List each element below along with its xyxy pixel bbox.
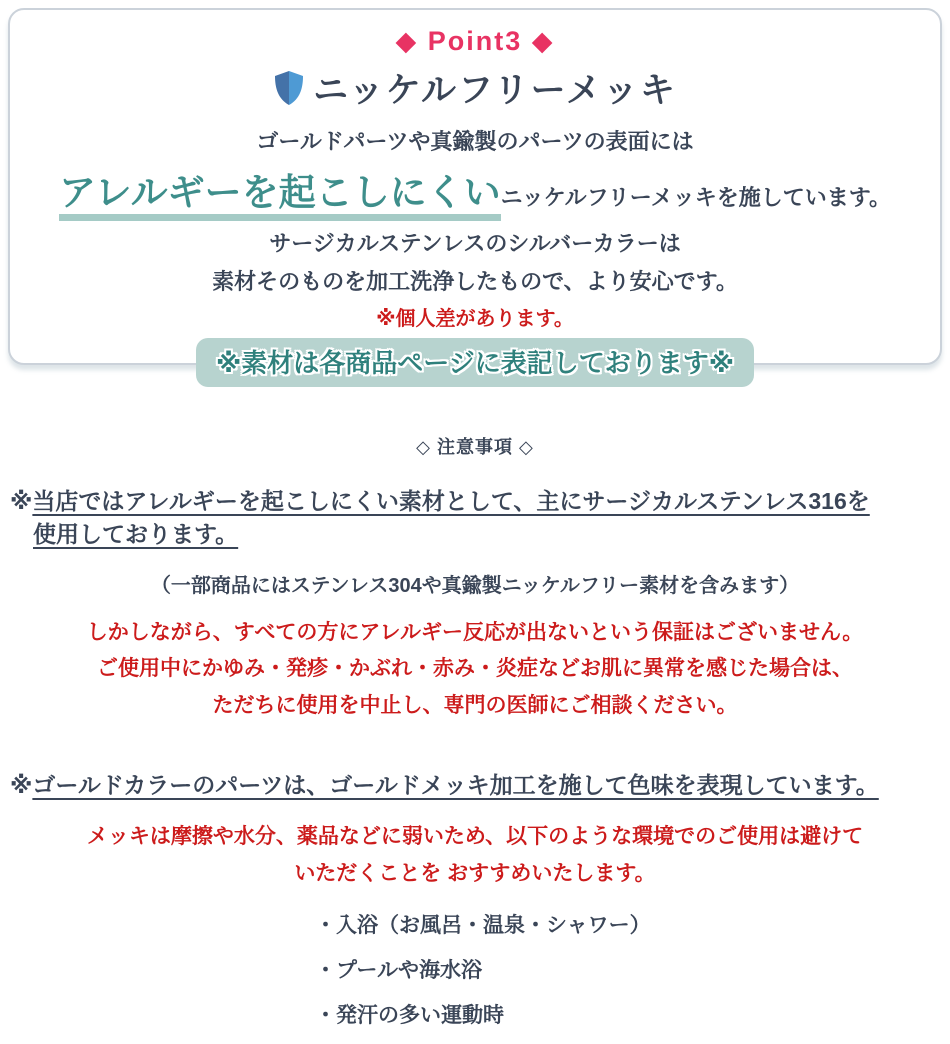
- allergy-highlight-line: [10, 162, 940, 216]
- individual-difference-note: ※個人差があります。: [376, 308, 574, 330]
- list-item-bath: ・入浴（お風呂・温泉・シャワー）: [315, 913, 651, 937]
- note2-text: ゴールドカラーのパーツは、ゴールドメッキ加工を施して色味を表現しています。: [32, 771, 879, 798]
- list-item-pool: ・プールや海水浴: [315, 958, 482, 982]
- point3-label: ◆ Point3 ◆: [395, 26, 555, 56]
- allergy-warning-text: [0, 615, 950, 725]
- note1-line2: 使用しております。: [33, 521, 239, 548]
- intro-line: ゴールドパーツや真鍮製のパーツの表面には: [256, 129, 694, 154]
- note1-prefix: ※: [10, 488, 33, 514]
- allergy-highlight-rest: ニッケルフリーメッキを施しています。: [500, 185, 891, 210]
- warning2-line2: いただくことを おすすめいたします。: [294, 862, 656, 886]
- note-gold-plating: [10, 769, 940, 802]
- silver-line-2: 素材そのものを加工洗浄したもので、より安心です。: [212, 269, 738, 294]
- warning1-line1: しかしながら、すべての方にアレルギー反応が出ないという保証はございません。: [86, 620, 864, 644]
- material-notice-pill: ※素材は各商品ページに表記しております※: [196, 338, 754, 387]
- warning1-line3: ただちに使用を中止し、専門の医師にご相談ください。: [212, 694, 738, 718]
- warning2-line1: メッキは摩擦や水分、薬品などに弱いため、以下のような環境でのご使用は避けて: [86, 825, 864, 849]
- note-surgical-stainless: [10, 485, 940, 552]
- note2-prefix: ※: [10, 771, 33, 798]
- note-sub-materials: （一部商品にはステンレス304や真鍮製ニッケルフリー素材を含みます）: [150, 574, 800, 597]
- point3-feature-box: [8, 8, 942, 378]
- plating-care-warning: [0, 819, 950, 893]
- nickel-free-title-row: [10, 63, 940, 113]
- allergy-highlight-text: アレルギーを起こしにくい: [59, 172, 501, 221]
- list-item-exercise: ・発汗の多い運動時: [315, 1003, 504, 1027]
- note1-line1: 当店ではアレルギーを起こしにくい素材として、主にサージカルステンレス316を: [32, 488, 870, 514]
- avoid-situations-list: [0, 909, 950, 1029]
- precautions-heading: ◇ 注意事項 ◇: [416, 437, 534, 457]
- nickel-free-title: ニッケルフリーメッキ: [313, 71, 677, 110]
- warning1-line2: ご使用中にかゆみ・発疹・かぶれ・赤み・炎症などお肌に異常を感じた場合は、: [97, 657, 853, 681]
- precautions-section: [0, 365, 950, 1044]
- silver-line-1: サージカルステンレスのシルバーカラーは: [269, 231, 681, 256]
- shield-icon: [273, 70, 305, 106]
